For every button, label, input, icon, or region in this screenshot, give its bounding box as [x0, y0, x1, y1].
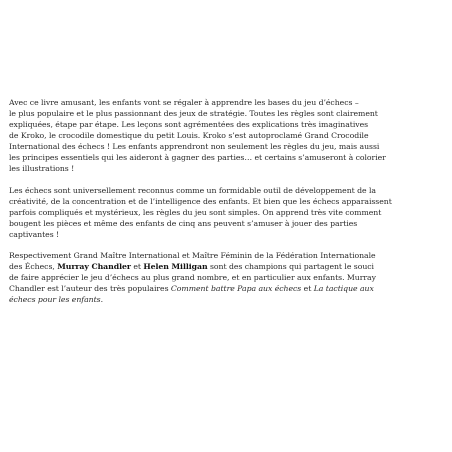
text-line — [9, 218, 445, 229]
text-run: bougent les pièces et même des enfants de cinq ans peuvent s’amuser à jouer des parties — [9, 218, 358, 228]
paragraph-benefits — [9, 185, 445, 240]
text-line — [9, 119, 445, 130]
paragraph-authors — [9, 250, 445, 305]
book-title: Comment battre Papa aux échecs — [170, 284, 302, 293]
text-run: Respectivement Grand Maître International et Maître Féminin de la Fédération Internationale — [9, 251, 376, 260]
text-line — [9, 130, 445, 141]
book-title: échecs pour les enfants — [9, 295, 101, 304]
author-name: Murray Chandler — [57, 262, 131, 271]
text-line — [9, 196, 445, 207]
text-run: . — [100, 295, 103, 304]
text-line — [9, 229, 445, 240]
text-run: de Kroko, le crocodile domestique du petit Louis. Kroko s’est autoproclamé Grand Crocodile — [9, 131, 369, 140]
text-run: des Échecs, — [9, 262, 58, 271]
text-run: parfois compliqués et mystérieux, les règles du jeu sont simples. On apprend très vite comment — [9, 207, 382, 217]
text-run: les illustrations ! — [9, 164, 75, 173]
text-line — [9, 97, 445, 108]
text-line — [9, 294, 445, 305]
text-line — [9, 261, 445, 272]
text-run: Les échecs sont universellement reconnus comme un formidable outil de développement de la — [9, 185, 376, 195]
text-line — [9, 152, 445, 163]
text-run: Chandler est l’auteur des très populaires — [9, 284, 171, 293]
text-run: expliquées, étape par étape. Les leçons sont agrémentées des explications très imaginatives — [9, 120, 369, 129]
text-line — [9, 108, 445, 119]
text-run: et — [301, 284, 314, 293]
text-run: créativité, de la concentration et de l’intelligence des enfants. Et bien que les échecs apparaissent — [9, 196, 392, 206]
author-name: Helen Milligan — [143, 262, 208, 271]
text-run: captivantes ! — [9, 229, 60, 239]
text-line — [9, 272, 445, 283]
text-run: sont des champions qui partagent le souci — [207, 262, 374, 271]
book-title: La tactique aux — [313, 284, 374, 293]
blurb-text — [9, 97, 445, 316]
text-run: Avec ce livre amusant, les enfants vont se régaler à apprendre les bases du jeu d’échecs – — [9, 98, 359, 107]
text-line — [9, 185, 445, 196]
text-line — [9, 163, 445, 174]
text-run: de faire apprécier le jeu d’échecs au plus grand nombre, et en particulier aux enfants. Murray — [9, 273, 376, 282]
text-run: les principes essentiels qui les aideront à gagner des parties… et certains s’amuseront à colorier — [9, 153, 386, 162]
text-line — [9, 283, 445, 294]
text-run: le plus populaire et le plus passionnant des jeux de stratégie. Toutes les règles sont clairement — [9, 109, 378, 118]
text-run: et — [130, 262, 144, 271]
paragraph-intro — [9, 97, 445, 174]
text-run: International des échecs ! Les enfants apprendront non seulement les règles du jeu, mais aussi — [9, 142, 380, 151]
text-line — [9, 207, 445, 218]
text-line — [9, 250, 445, 261]
text-line — [9, 141, 445, 152]
